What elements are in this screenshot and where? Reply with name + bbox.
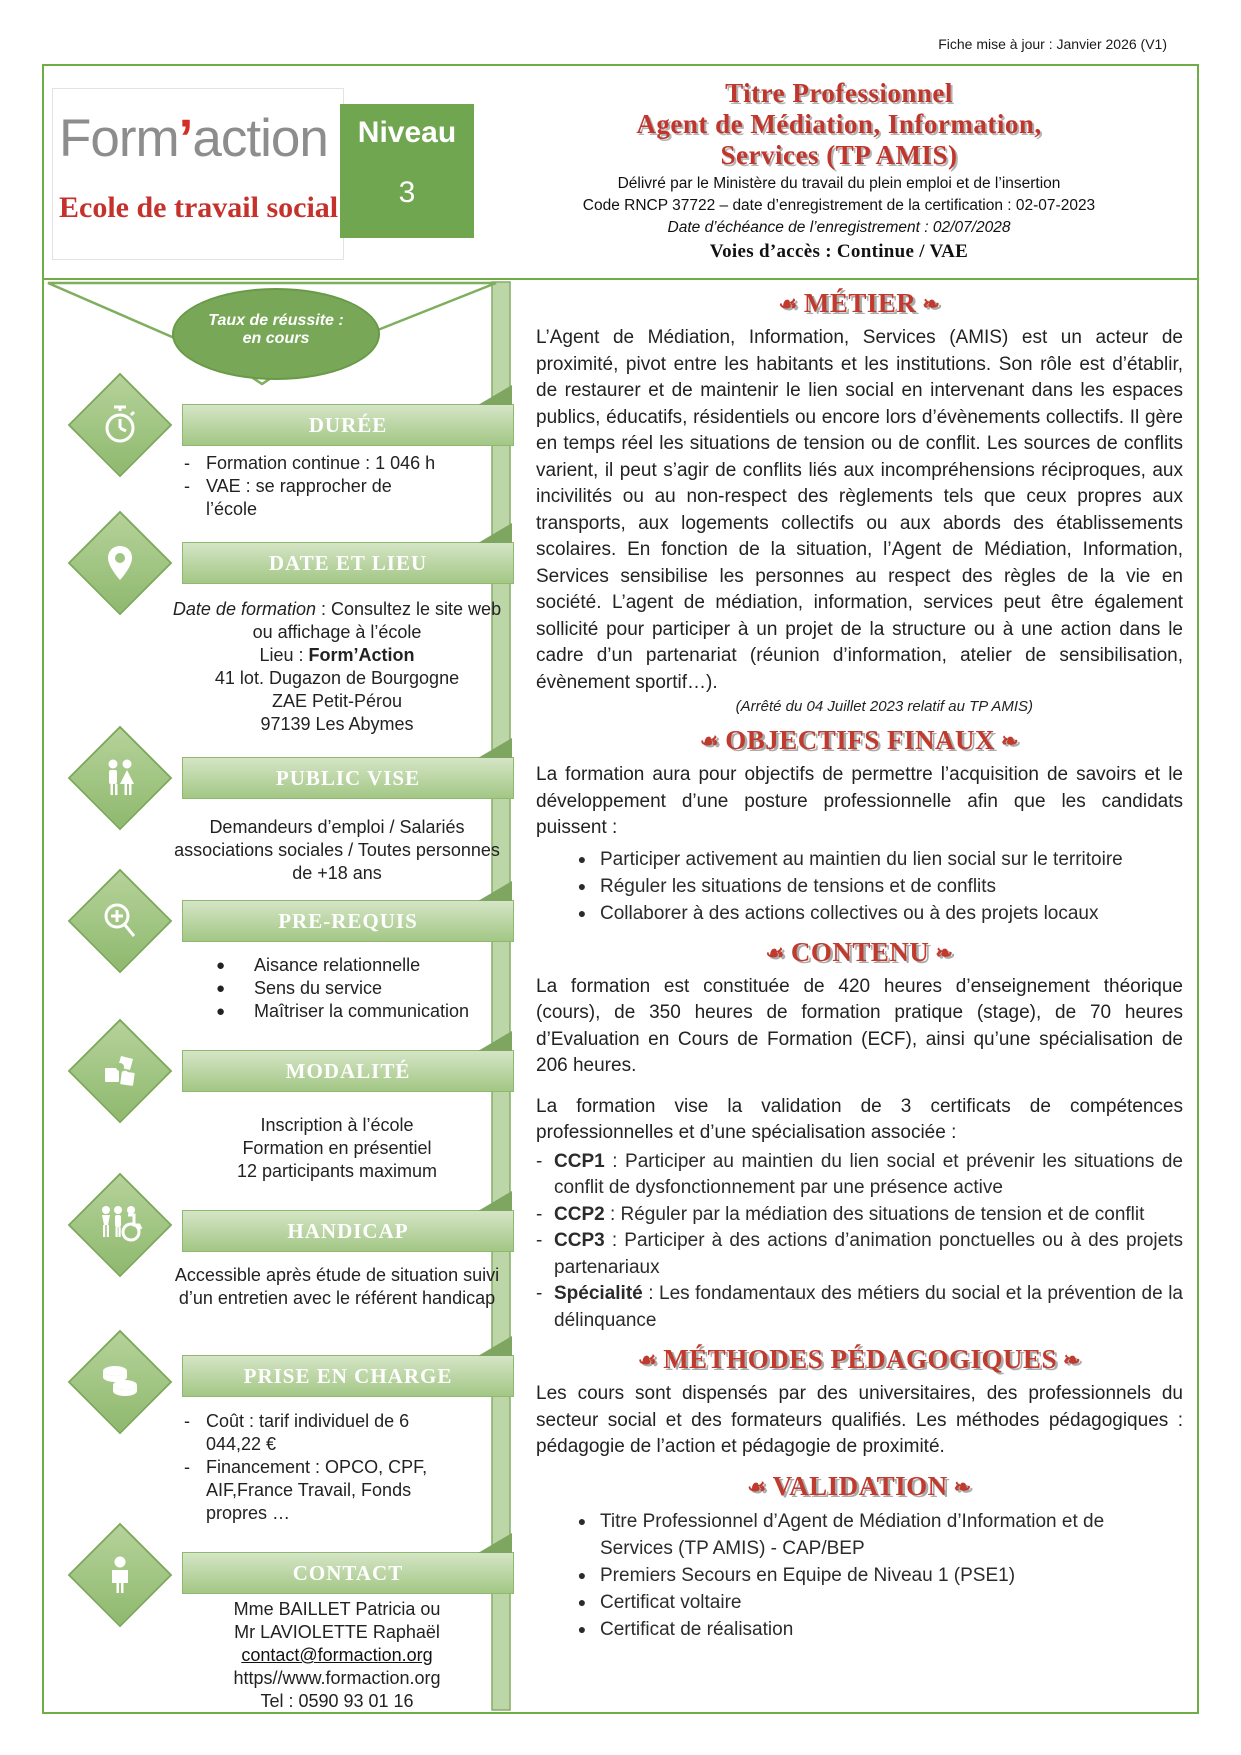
banner-prise-en-charge — [182, 1355, 514, 1397]
pre-requis-item-3: Maîtriser la communication — [254, 1001, 470, 1021]
formaction-logo — [52, 88, 344, 260]
public-vise-content: Demandeurs d’emploi / Salariés associations sociales / Toutes personnes de +18 ans — [174, 817, 500, 883]
document-title-line1: Titre Professionnel — [725, 78, 953, 108]
list-item — [564, 1616, 1183, 1643]
success-rate-line2: en cours — [242, 330, 310, 347]
metier-heading — [536, 288, 1183, 319]
list-item — [564, 1508, 1183, 1562]
bullet-marker: ● — [216, 980, 226, 997]
pre-requis-item-1: Aisance relationnelle — [254, 955, 421, 975]
banner-pre-requis-label: PRE-REQUIS — [278, 909, 418, 933]
objectifs-heading-text: OBJECTIFS FINAUX — [725, 725, 995, 755]
bullet-marker: ● — [577, 904, 587, 921]
modalite-line-3: 12 participants maximum — [236, 1161, 438, 1181]
bullet-marker: ● — [577, 1512, 587, 1529]
contenu-heading — [536, 937, 1183, 968]
banner-pre-requis — [182, 900, 514, 942]
contenu-paragraph-1: La formation est constituée de 420 heures d’enseignement théorique (cours), de 350 heures de formation pratique (stage), de 70 heures d’Evaluation en Cours de Formation (ECF), ainsi qu’une spécialisation de 206 heures. — [536, 975, 1183, 1076]
bullet-marker: ● — [216, 1003, 226, 1020]
ccp1-item — [554, 1149, 1183, 1202]
list-item — [172, 954, 502, 977]
prise-item-1: Coût : tarif individuel de 6 044,22 € — [206, 1411, 410, 1454]
bullet-marker: ● — [577, 1593, 587, 1610]
methodes-heading-text: MÉTHODES PÉDAGOGIQUES — [663, 1344, 1058, 1374]
ccp2-label: CCP2 — [554, 1203, 605, 1225]
dash-marker: - — [184, 1411, 190, 1431]
list-item — [564, 900, 1183, 927]
stopwatch-icon — [85, 390, 155, 460]
date-label: Date de formation — [172, 599, 316, 619]
bullet-marker: ● — [216, 957, 226, 974]
ornament-left: ☙ — [699, 729, 720, 753]
document-title-line2: Agent de Médiation, Information, — [636, 109, 1042, 139]
logo-wordmark — [59, 91, 337, 187]
specialite-item — [554, 1281, 1183, 1334]
level-value: 3 — [398, 176, 416, 209]
ornament-right: ❧ — [922, 292, 941, 316]
ccp2-text: : Réguler par la médiation des situations de tension et de conflit — [604, 1203, 1145, 1225]
pre-requis-item-2: Sens du service — [254, 978, 383, 998]
date-line — [172, 598, 502, 644]
objectifs-item-3: Collaborer à des actions collectives ou à des projets locaux — [600, 902, 1099, 924]
validation-item-1: Titre Professionnel d’Agent de Médiation d’Information et de Services (TP AMIS) - CAP/BEP — [600, 1510, 1105, 1559]
ribbon-fold — [478, 385, 512, 405]
metier-paragraph: L’Agent de Médiation, Information, Services (AMIS) est un acteur de proximité, pivot entre les habitants et les institutions. Son rôle est d’établir, de restaurer et de maintenir le lien social en intervenant dans les espaces publics, éducatifs, résidentiels ou encore lors d’évènements collectifs. Il gère en temps réel les situations de tension ou de conflit. Les sources de conflits varient, il peut s’agir de conflits liés aux incompréhensions réciproques, aux incivilités ou au non-respect des règlements tels que ceux propres aux transports, aux logements collectifs ou aux abords des établissements scolaires. En fonction de la situation, l’Agent de Médiation, Information, Services sensibilise les personnes au respect des règles de la vie en société. L’agent de médiation, information, services peut être également sollicité pour participer à un projet de la structure ou à une action dans le cadre d’un partenariat (réunion d’information, atelier de sensibilisation, évènement sportif…). — [536, 327, 1183, 693]
location-pin-icon — [85, 528, 155, 598]
modalite-line-1: Inscription à l’école — [260, 1115, 414, 1135]
issued-by-line: Délivré par le Ministère du travail du plein emploi et de l’insertion — [617, 175, 1061, 192]
dash-marker: - — [536, 1203, 543, 1225]
dash-marker: - — [184, 1457, 190, 1477]
main-column — [514, 280, 1197, 1712]
objectifs-item-2: Réguler les situations de tensions et de conflits — [600, 875, 997, 897]
contact-name-1: Mme BAILLET Patricia ou — [233, 1599, 441, 1619]
list-item — [564, 873, 1183, 900]
contenu-heading-text: CONTENU — [790, 936, 930, 967]
ccp1-text: : Participer au maintien du lien social et prévenir les situations de conflit de dysfonctionnement par une présence active — [554, 1150, 1183, 1198]
update-note: Fiche mise à jour : Janvier 2026 (V1) — [938, 36, 1167, 52]
dash-marker: - — [536, 1283, 543, 1304]
banner-public-vise — [182, 757, 514, 799]
metier-note: (Arrêté du 04 Juillet 2023 relatif au TP AMIS) — [735, 698, 1033, 715]
ornament-left: ☙ — [637, 1348, 658, 1372]
objectifs-item-1: Participer activement au maintien du lien social sur le territoire — [600, 848, 1123, 870]
contact-email-line — [172, 1644, 502, 1667]
bullet-marker: ● — [577, 850, 587, 867]
ornament-left: ☙ — [747, 1474, 767, 1499]
handicap-content: Accessible après étude de situation suivi d’un entretien avec le référent handicap — [174, 1265, 500, 1308]
metier-heading-text: MÉTIER — [803, 288, 917, 318]
logo-subtitle: Ecole de travail social — [59, 191, 339, 224]
ccp3-item — [554, 1228, 1183, 1281]
ribbon-fold — [478, 523, 512, 543]
logo-apostrophe: ’ — [178, 109, 193, 168]
validation-item-2: Premiers Secours en Equipe de Niveau 1 (PSE1) — [600, 1564, 1016, 1586]
date-text: : Consultez le site web ou affichage à l’école — [252, 599, 502, 642]
contact-phone: Tel : 0590 93 01 16 — [260, 1691, 414, 1711]
validation-heading — [536, 1471, 1183, 1502]
banner-date-lieu — [182, 542, 514, 584]
contact-content — [172, 1598, 502, 1713]
modalite-line-2: Formation en présentiel — [242, 1138, 432, 1158]
list-item — [172, 1000, 502, 1023]
objectifs-heading — [536, 725, 1183, 756]
ornament-right: ❧ — [953, 1474, 972, 1499]
specialite-label: Spécialité — [554, 1283, 643, 1304]
contact-name-2: Mr LAVIOLETTE Raphaël — [234, 1622, 440, 1642]
success-rate-oval — [172, 288, 380, 380]
dash-marker: - — [536, 1230, 543, 1251]
methodes-paragraph: Les cours sont dispensés par des universitaires, des professionnels du secteur social et des formateurs qualifiés. Les méthodes pédagogiques : pédagogie de l’action et pédagogie de proximité. — [536, 1383, 1183, 1457]
address-line-1: 41 lot. Dugazon de Bourgogne — [214, 668, 460, 688]
list-item — [536, 1202, 1183, 1229]
ornament-left: ☙ — [765, 940, 785, 965]
duree-item-2: VAE : se rapprocher de l’école — [206, 476, 392, 519]
address-line-3: 97139 Les Abymes — [260, 714, 414, 734]
ribbon-fold — [478, 738, 512, 758]
puzzle-icon — [85, 1036, 155, 1106]
header — [44, 66, 1197, 280]
list-item — [184, 1456, 504, 1525]
ccp3-text: : Participer à des actions d’animation ponctuelles ou à des projets partenariaux — [554, 1230, 1183, 1278]
banner-duree-label: DURÉE — [308, 413, 388, 437]
pre-requis-content — [172, 954, 502, 1023]
people-icon — [85, 743, 155, 813]
prise-item-2: Financement : OPCO, CPF, AIF,France Travail, Fonds propres … — [206, 1457, 428, 1523]
page-frame — [42, 64, 1199, 1714]
address-line-2: ZAE Petit-Pérou — [271, 691, 403, 711]
methodes-heading — [536, 1344, 1183, 1375]
list-item — [536, 1281, 1183, 1334]
accessibility-icon — [85, 1190, 155, 1260]
validation-list — [536, 1508, 1183, 1643]
title-block — [489, 78, 1189, 263]
email-link[interactable]: contact@formaction.org — [241, 1645, 433, 1665]
dash-marker: - — [184, 476, 190, 496]
prise-en-charge-content — [184, 1410, 504, 1525]
banner-contact — [182, 1552, 514, 1594]
ornament-right: ❧ — [1001, 729, 1020, 753]
list-item — [564, 1589, 1183, 1616]
objectifs-list — [536, 846, 1183, 927]
contenu-paragraph-2: La formation vise la validation de 3 certificats de compétences professionnelles et d’une spécialisation associée : — [536, 1095, 1183, 1143]
list-item — [564, 1562, 1183, 1589]
duree-item-1: Formation continue : 1 046 h — [206, 453, 436, 473]
ribbon-fold — [478, 1336, 512, 1356]
ccp1-label: CCP1 — [554, 1150, 605, 1172]
logo-text-post: action — [192, 109, 328, 168]
list-item — [184, 1410, 504, 1456]
list-item — [536, 1228, 1183, 1281]
bullet-marker: ● — [577, 1566, 587, 1583]
modalite-content — [172, 1114, 502, 1183]
ccp3-label: CCP3 — [554, 1230, 605, 1251]
list-item — [172, 977, 502, 1000]
rncp-line: Code RNCP 37722 – date d’enregistrement de la certification : 02-07-2023 — [582, 197, 1096, 214]
validation-heading-text: VALIDATION — [772, 1470, 948, 1501]
coins-icon — [85, 1347, 155, 1417]
success-rate-line1: Taux de réussite : — [208, 312, 344, 329]
date-lieu-content — [172, 598, 502, 736]
duree-content — [184, 452, 504, 521]
bullet-marker: ● — [577, 877, 587, 894]
ribbon-fold — [478, 1031, 512, 1051]
list-item — [184, 452, 504, 475]
lieu-name: Form’Action — [308, 645, 415, 665]
ribbon-fold — [478, 1533, 512, 1553]
lieu-line — [172, 644, 502, 667]
document-title-line3: Services (TP AMIS) — [720, 140, 958, 170]
ornament-right: ❧ — [935, 940, 954, 965]
banner-handicap-label: HANDICAP — [287, 1219, 409, 1243]
logo-text-pre: Form — [59, 109, 179, 168]
level-label: Niveau — [357, 116, 457, 149]
list-item — [564, 846, 1183, 873]
banner-contact-label: CONTACT — [292, 1561, 404, 1585]
banner-duree — [182, 404, 514, 446]
expiry-line: Date d’échéance de l’enregistrement : 02/07/2028 — [667, 219, 1011, 236]
ornament-right: ❧ — [1063, 1348, 1082, 1372]
bullet-marker: ● — [577, 1620, 587, 1637]
dash-marker: - — [184, 453, 190, 473]
banner-handicap — [182, 1210, 514, 1252]
level-badge — [340, 104, 474, 238]
ribbon-fold — [478, 1191, 512, 1211]
person-icon — [85, 1540, 155, 1610]
lieu-label: Lieu : — [259, 645, 309, 665]
list-item — [536, 1149, 1183, 1202]
specialite-text: : Les fondamentaux des métiers du social et la prévention de la délinquance — [554, 1283, 1183, 1331]
banner-public-vise-label: PUBLIC VISE — [275, 766, 421, 790]
list-item — [184, 475, 504, 521]
website-link[interactable]: https//www.formaction.org — [233, 1668, 441, 1688]
banner-modalite — [182, 1050, 514, 1092]
banner-modalite-label: MODALITÉ — [285, 1059, 411, 1083]
banner-date-lieu-label: DATE ET LIEU — [268, 551, 428, 575]
magnifier-plus-icon — [85, 886, 155, 956]
ornament-left: ☙ — [778, 292, 798, 316]
ccp-list — [536, 1149, 1183, 1335]
access-line: Voies d’accès : Continue / VAE — [709, 241, 969, 262]
dash-marker: - — [536, 1150, 543, 1172]
banner-prise-en-charge-label: PRISE EN CHARGE — [243, 1364, 453, 1388]
ccp2-item — [554, 1202, 1183, 1229]
objectifs-intro: La formation aura pour objectifs de permettre l’acquisition de savoirs et le développement d’une posture professionnelle afin que les candidats puissent : — [536, 764, 1183, 838]
validation-item-3: Certificat voltaire — [600, 1591, 742, 1613]
body-area — [44, 280, 1197, 1712]
validation-item-4: Certificat de réalisation — [600, 1618, 794, 1640]
